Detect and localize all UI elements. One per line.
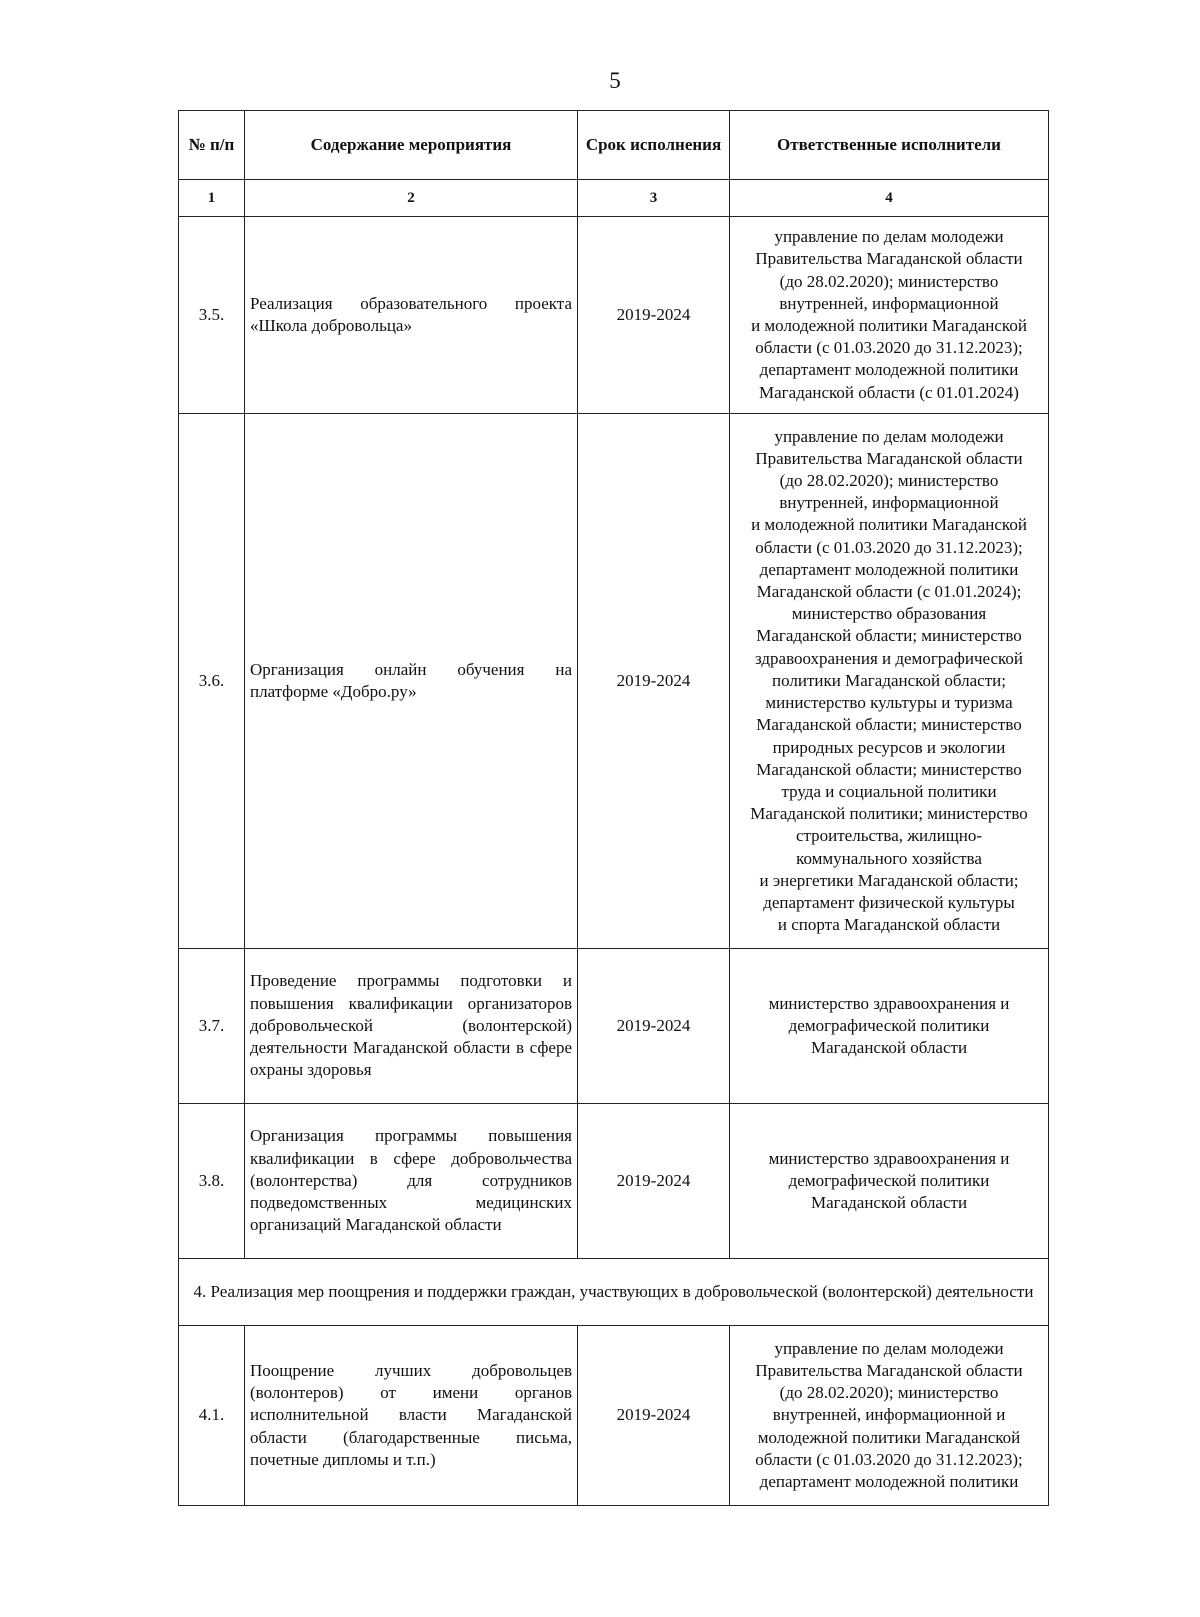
row-responsible [730,1326,1049,1506]
responsible-line: Правительства Магаданской области [755,1360,1023,1380]
section-heading: 4. Реализация мер поощрения и поддержки граждан, участвующих в добровольческой (волонтерской) деятельности [179,1259,1049,1326]
column-number-row [179,180,1049,217]
responsible-line: министерство культуры и туризма [765,693,1013,713]
responsible-line: строительства, жилищно- [795,826,983,846]
row-number: 3.7. [179,949,245,1104]
responsible-line: департамент молодежной политики [759,559,1019,579]
responsible-line: управление по делам молодежи [774,227,1004,247]
responsible-line: Магаданской области; министерство [756,715,1022,735]
responsible-line: министерство здравоохранения и [768,993,1010,1013]
responsible-line: и молодежной политики Магаданской [751,316,1027,335]
column-number: 1 [179,180,245,217]
row-content: Реализация образовательного проекта «Школа добровольца» [245,217,578,414]
row-responsible [730,1104,1049,1259]
table-header-row [179,111,1049,180]
responsible-line: внутренней, информационной [779,493,999,513]
responsible-line: здравоохранения и демографической [754,648,1024,668]
row-term: 2019-2024 [578,217,730,414]
row-content: Организация онлайн обучения на платформе «Добро.ру» [245,414,578,949]
responsible-line: (до 28.02.2020); министерство [779,271,999,291]
events-table [178,110,1049,1506]
responsible-line: управление по делам молодежи [774,1338,1004,1358]
header-responsible: Ответственные исполнители [730,111,1049,180]
row-term: 2019-2024 [578,1326,730,1506]
column-number: 3 [578,180,730,217]
responsible-line: труда и социальной политики [781,781,997,801]
row-term: 2019-2024 [578,1104,730,1259]
responsible-line: природных ресурсов и экологии [772,737,1006,757]
row-term: 2019-2024 [578,414,730,949]
responsible-line: внутренней, информационной и [772,1405,1006,1425]
responsible-line: области (с 01.03.2020 до 31.12.2023); [755,1449,1023,1469]
row-responsible [730,949,1049,1104]
header-number: № п/п [179,111,245,180]
row-number: 3.8. [179,1104,245,1259]
responsible-line: Магаданской области (с 01.01.2024); [756,582,1022,602]
responsible-line: и энергетики Магаданской области; [759,870,1019,890]
responsible-line: внутренней, информационной [779,293,999,313]
responsible-line: Правительства Магаданской области [755,249,1023,269]
row-number: 4.1. [179,1326,245,1506]
responsible-line: демографической политики [788,1170,990,1190]
column-number: 2 [245,180,578,217]
responsible-line: (до 28.02.2020); министерство [779,471,999,491]
row-responsible [730,217,1049,414]
responsible-line: Магаданской области; министерство [756,759,1022,779]
responsible-line: министерство образования [791,604,987,624]
row-content: Проведение программы подготовки и повышения квалификации организаторов добровольческой (волонтерской) деятельности Магаданской области в сфере охраны здоровья [245,949,578,1104]
responsible-line: демографической политики [788,1015,990,1035]
responsible-line: политики Магаданской области; [772,670,1006,690]
responsible-line: департамент молодежной политики [759,1472,1019,1491]
responsible-line: управление по делам молодежи [774,426,1004,446]
responsible-line: молодежной политики Магаданской [757,1427,1021,1447]
responsible-line: департамент молодежной политики [759,360,1019,380]
table-row [179,1104,1049,1259]
responsible-line: департамент физической культуры [763,892,1015,912]
responsible-line: и спорта Магаданской области [777,915,1001,935]
responsible-line: области (с 01.03.2020 до 31.12.2023); [755,537,1023,557]
responsible-line: Магаданской области [810,1193,968,1213]
section-row [179,1259,1049,1326]
table-row [179,1326,1049,1506]
responsible-line: министерство здравоохранения и [768,1148,1010,1168]
row-responsible [730,414,1049,949]
row-content: Организация программы повышения квалификации в сфере добровольчества (волонтерства) для сотрудников подведомственных медицинских организаций Магаданской области [245,1104,578,1259]
page-number: 5 [609,68,621,93]
table-row [179,414,1049,949]
header-term: Срок исполнения [578,111,730,180]
row-term: 2019-2024 [578,949,730,1104]
responsible-line: Магаданской области [810,1038,968,1058]
row-number: 3.6. [179,414,245,949]
column-number: 4 [730,180,1049,217]
responsible-line: (до 28.02.2020); министерство [779,1383,999,1403]
responsible-line: коммунального хозяйства [796,848,982,868]
header-content: Содержание мероприятия [245,111,578,180]
responsible-line: Магаданской политики; министерство [750,804,1028,824]
table-row [179,217,1049,414]
responsible-line: Магаданской области (с 01.01.2024) [759,382,1019,402]
table-row [179,949,1049,1104]
responsible-line: и молодежной политики Магаданской [751,515,1027,535]
responsible-line: области (с 01.03.2020 до 31.12.2023); [755,338,1023,358]
responsible-line: Правительства Магаданской области [755,448,1023,468]
row-number: 3.5. [179,217,245,414]
responsible-line: Магаданской области; министерство [756,626,1022,646]
row-content: Поощрение лучших добровольцев (волонтеров) от имени органов исполнительной власти Магаданской области (благодарственные письма, почетные дипломы и т.п.) [245,1326,578,1506]
